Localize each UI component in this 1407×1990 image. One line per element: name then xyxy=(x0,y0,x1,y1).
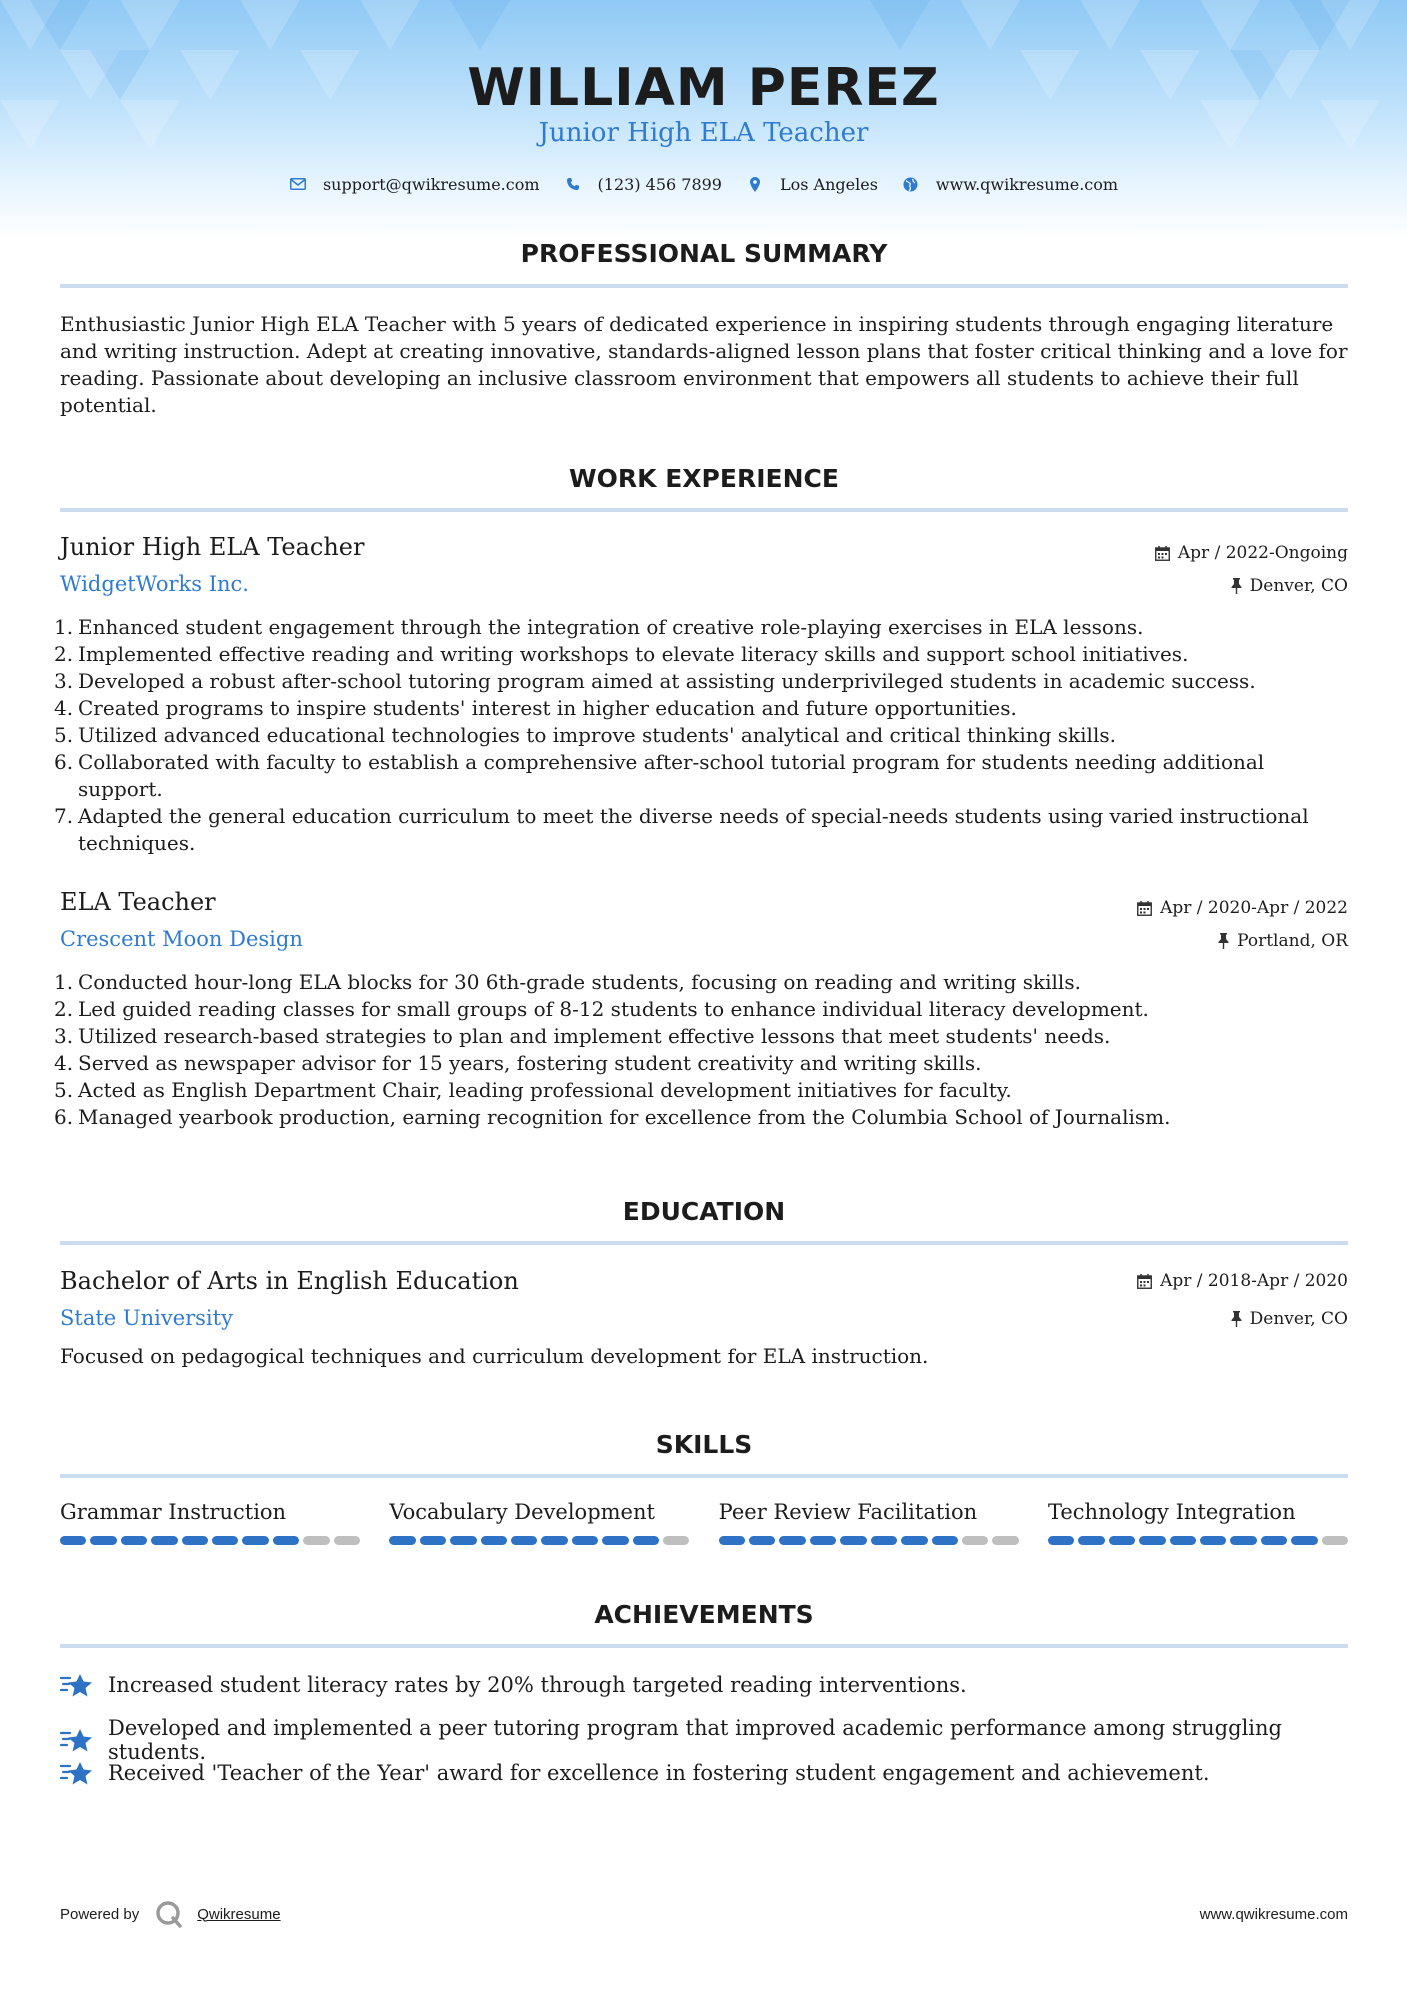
list-item: 3. Developed a robust after-school tutoring program aimed at assisting underprivileged students in academic success. xyxy=(54,669,1256,693)
contact-email-text: support@qwikresume.com xyxy=(322,174,540,194)
skill-segment-empty xyxy=(303,1536,329,1545)
star-icon xyxy=(60,1760,94,1786)
contact-website-text: www.qwikresume.com xyxy=(935,174,1119,194)
education-dates xyxy=(1137,1271,1348,1291)
skill-segment-filled xyxy=(450,1536,476,1545)
summary-text xyxy=(60,311,1348,419)
star-icon xyxy=(60,1727,94,1753)
job-location-text: Portland, OR xyxy=(1237,931,1348,951)
skill-segment-filled xyxy=(932,1536,958,1545)
skill-meter xyxy=(60,1536,360,1545)
skill-name: Peer Review Facilitation xyxy=(718,1500,978,1524)
summary-line: reading. Passionate about developing an inclusive classroom environment that empowers all students to achieve their full xyxy=(60,366,1299,390)
skill-segment-filled xyxy=(151,1536,177,1545)
summary-line: and writing instruction. Adept at creating innovative, standards-aligned lesson plans that foster critical thinking and a love for xyxy=(60,339,1348,363)
job-bullets xyxy=(54,614,1354,857)
skill-segment-empty xyxy=(663,1536,689,1545)
calendar-icon xyxy=(1137,901,1152,916)
skill-meter xyxy=(719,1536,1019,1545)
skill-segment-filled xyxy=(212,1536,238,1545)
skill-segment-filled xyxy=(602,1536,628,1545)
skill-segment-filled xyxy=(633,1536,659,1545)
skill-segment-empty xyxy=(1322,1536,1348,1545)
list-item: 4. Created programs to inspire students' interest in higher education and future opportunities. xyxy=(54,696,1017,720)
skill-segment-filled xyxy=(182,1536,208,1545)
skills-divider xyxy=(60,1474,1348,1478)
skill-segment-empty xyxy=(334,1536,360,1545)
achievement-item xyxy=(60,1716,1350,1764)
skill-item xyxy=(719,1500,1019,1545)
summary-line: potential. xyxy=(60,393,157,417)
skill-item xyxy=(389,1500,689,1545)
contact-phone-text: (123) 456 7899 xyxy=(597,174,722,194)
achievements-divider xyxy=(60,1644,1348,1648)
skill-segment-filled xyxy=(541,1536,567,1545)
pushpin-icon xyxy=(1231,1311,1242,1327)
globe-icon xyxy=(902,175,920,193)
pushpin-icon xyxy=(1218,933,1229,949)
skill-segment-filled xyxy=(1291,1536,1317,1545)
candidate-title: Junior High ELA Teacher xyxy=(538,118,869,148)
skill-segment-filled xyxy=(242,1536,268,1545)
list-item: support. xyxy=(78,777,163,801)
list-item: 2. Implemented effective reading and writing workshops to elevate literacy skills and support school initiatives. xyxy=(54,642,1189,666)
skill-segment-filled xyxy=(389,1536,415,1545)
skill-segment-filled xyxy=(840,1536,866,1545)
job-company: Crescent Moon Design xyxy=(60,927,303,951)
list-item: techniques. xyxy=(78,831,196,855)
list-item: 1. Enhanced student engagement through the integration of creative role-playing exercises in ELA lessons. xyxy=(54,615,1144,639)
list-item: 3. Utilized research-based strategies to plan and implement effective lessons that meet students' needs. xyxy=(54,1024,1111,1048)
skill-segment-filled xyxy=(1200,1536,1226,1545)
education-school: State University xyxy=(60,1306,233,1330)
job-company: WidgetWorks Inc. xyxy=(60,572,249,596)
skill-segment-filled xyxy=(1170,1536,1196,1545)
pushpin-icon xyxy=(1231,578,1242,594)
skill-segment-filled xyxy=(871,1536,897,1545)
skill-segment-empty xyxy=(992,1536,1018,1545)
skill-name: Grammar Instruction xyxy=(60,1500,287,1524)
skill-segment-filled xyxy=(719,1536,745,1545)
candidate-name: WILLIAM PEREZ xyxy=(467,58,940,118)
contact-location-text: Los Angeles xyxy=(779,174,878,194)
skill-segment-filled xyxy=(420,1536,446,1545)
contact-bar xyxy=(0,172,1407,196)
job-dates xyxy=(1137,898,1348,918)
contact-email[interactable] xyxy=(289,175,540,194)
qwikresume-logo-icon xyxy=(155,1900,183,1928)
education-degree: Bachelor of Arts in English Education xyxy=(60,1267,519,1295)
achievement-item xyxy=(60,1672,1350,1698)
education-divider xyxy=(60,1241,1348,1245)
achievement-text: Increased student literacy rates by 20% through targeted reading interventions. xyxy=(108,1673,967,1697)
achievement-text: Received 'Teacher of the Year' award for excellence in fostering student engagement and achievement. xyxy=(108,1761,1210,1785)
skill-segment-empty xyxy=(962,1536,988,1545)
list-item: 4. Served as newspaper advisor for 15 years, fostering student creativity and writing skills. xyxy=(54,1051,982,1075)
skill-segment-filled xyxy=(1139,1536,1165,1545)
list-item: 7. Adapted the general education curriculum to meet the diverse needs of special-needs students using varied instructional xyxy=(54,804,1309,828)
job-location xyxy=(1231,576,1348,596)
list-item: 2. Led guided reading classes for small groups of 8-12 students to enhance individual literacy development. xyxy=(54,997,1149,1021)
skill-name: Vocabulary Development xyxy=(389,1500,655,1524)
skill-segment-filled xyxy=(1261,1536,1287,1545)
education-heading: EDUCATION xyxy=(622,1197,786,1226)
education-location xyxy=(1231,1309,1348,1329)
brand-link[interactable]: Qwikresume xyxy=(197,1905,281,1923)
skill-segment-filled xyxy=(749,1536,775,1545)
list-item: 1. Conducted hour-long ELA blocks for 30 6th-grade students, focusing on reading and writing skills. xyxy=(54,970,1081,994)
list-item: 5. Utilized advanced educational technologies to improve students' analytical and critical thinking skills. xyxy=(54,723,1116,747)
list-item: 6. Collaborated with faculty to establish a comprehensive after-school tutorial program for students needing additional xyxy=(54,750,1265,774)
education-dates-text: Apr / 2018-Apr / 2020 xyxy=(1160,1271,1348,1291)
experience-divider xyxy=(60,508,1348,512)
skill-segment-filled xyxy=(60,1536,86,1545)
job-location xyxy=(1218,931,1348,951)
job-dates-text: Apr / 2020-Apr / 2022 xyxy=(1160,898,1348,918)
skill-meter xyxy=(389,1536,689,1545)
skill-segment-filled xyxy=(810,1536,836,1545)
achievements-heading: ACHIEVEMENTS xyxy=(594,1600,814,1629)
summary-line: Enthusiastic Junior High ELA Teacher with 5 years of dedicated experience in inspiring students through engaging literature xyxy=(60,312,1334,336)
contact-location xyxy=(746,175,878,194)
job-role: ELA Teacher xyxy=(60,888,216,916)
powered-by-label: Powered by xyxy=(60,1905,140,1923)
skill-segment-filled xyxy=(273,1536,299,1545)
contact-phone[interactable] xyxy=(564,175,722,194)
skill-item xyxy=(60,1500,360,1545)
phone-icon xyxy=(564,175,582,193)
envelope-icon xyxy=(289,175,307,193)
skills-list xyxy=(60,1500,1348,1545)
skill-segment-filled xyxy=(779,1536,805,1545)
list-item: 6. Managed yearbook production, earning recognition for excellence from the Columbia School of Journalism. xyxy=(54,1105,1171,1129)
calendar-icon xyxy=(1137,1274,1152,1289)
star-icon xyxy=(60,1672,94,1698)
skill-segment-filled xyxy=(901,1536,927,1545)
education-location-text: Denver, CO xyxy=(1249,1309,1348,1329)
skill-segment-filled xyxy=(511,1536,537,1545)
footer-website[interactable]: www.qwikresume.com xyxy=(1199,1906,1348,1923)
skill-segment-filled xyxy=(90,1536,116,1545)
map-pin-icon xyxy=(746,175,764,193)
education-description: Focused on pedagogical techniques and curriculum development for ELA instruction. xyxy=(60,1344,929,1368)
skill-segment-filled xyxy=(121,1536,147,1545)
skill-segment-filled xyxy=(1109,1536,1135,1545)
calendar-icon xyxy=(1155,546,1170,561)
skills-heading: SKILLS xyxy=(655,1430,753,1459)
skill-segment-filled xyxy=(572,1536,598,1545)
contact-website[interactable] xyxy=(902,175,1118,194)
skill-meter xyxy=(1048,1536,1348,1545)
job-role: Junior High ELA Teacher xyxy=(60,533,365,561)
skill-segment-filled xyxy=(481,1536,507,1545)
footer-powered-by xyxy=(60,1900,281,1928)
skill-segment-filled xyxy=(1078,1536,1104,1545)
skill-name: Technology Integration xyxy=(1047,1500,1296,1524)
achievement-text: Developed and implemented a peer tutoring program that improved academic performance among struggling students. xyxy=(108,1716,1282,1764)
job-dates-text: Apr / 2022-Ongoing xyxy=(1177,543,1348,563)
achievement-item xyxy=(60,1760,1350,1786)
skill-item xyxy=(1048,1500,1348,1545)
job-bullets xyxy=(54,969,1354,1131)
summary-heading: PROFESSIONAL SUMMARY xyxy=(520,239,888,268)
summary-divider xyxy=(60,284,1348,288)
skill-segment-filled xyxy=(1230,1536,1256,1545)
experience-heading: WORK EXPERIENCE xyxy=(569,464,839,493)
job-dates xyxy=(1155,543,1348,563)
skill-segment-filled xyxy=(1048,1536,1074,1545)
list-item: 5. Acted as English Department Chair, leading professional development initiatives for faculty. xyxy=(54,1078,1012,1102)
job-location-text: Denver, CO xyxy=(1249,576,1348,596)
